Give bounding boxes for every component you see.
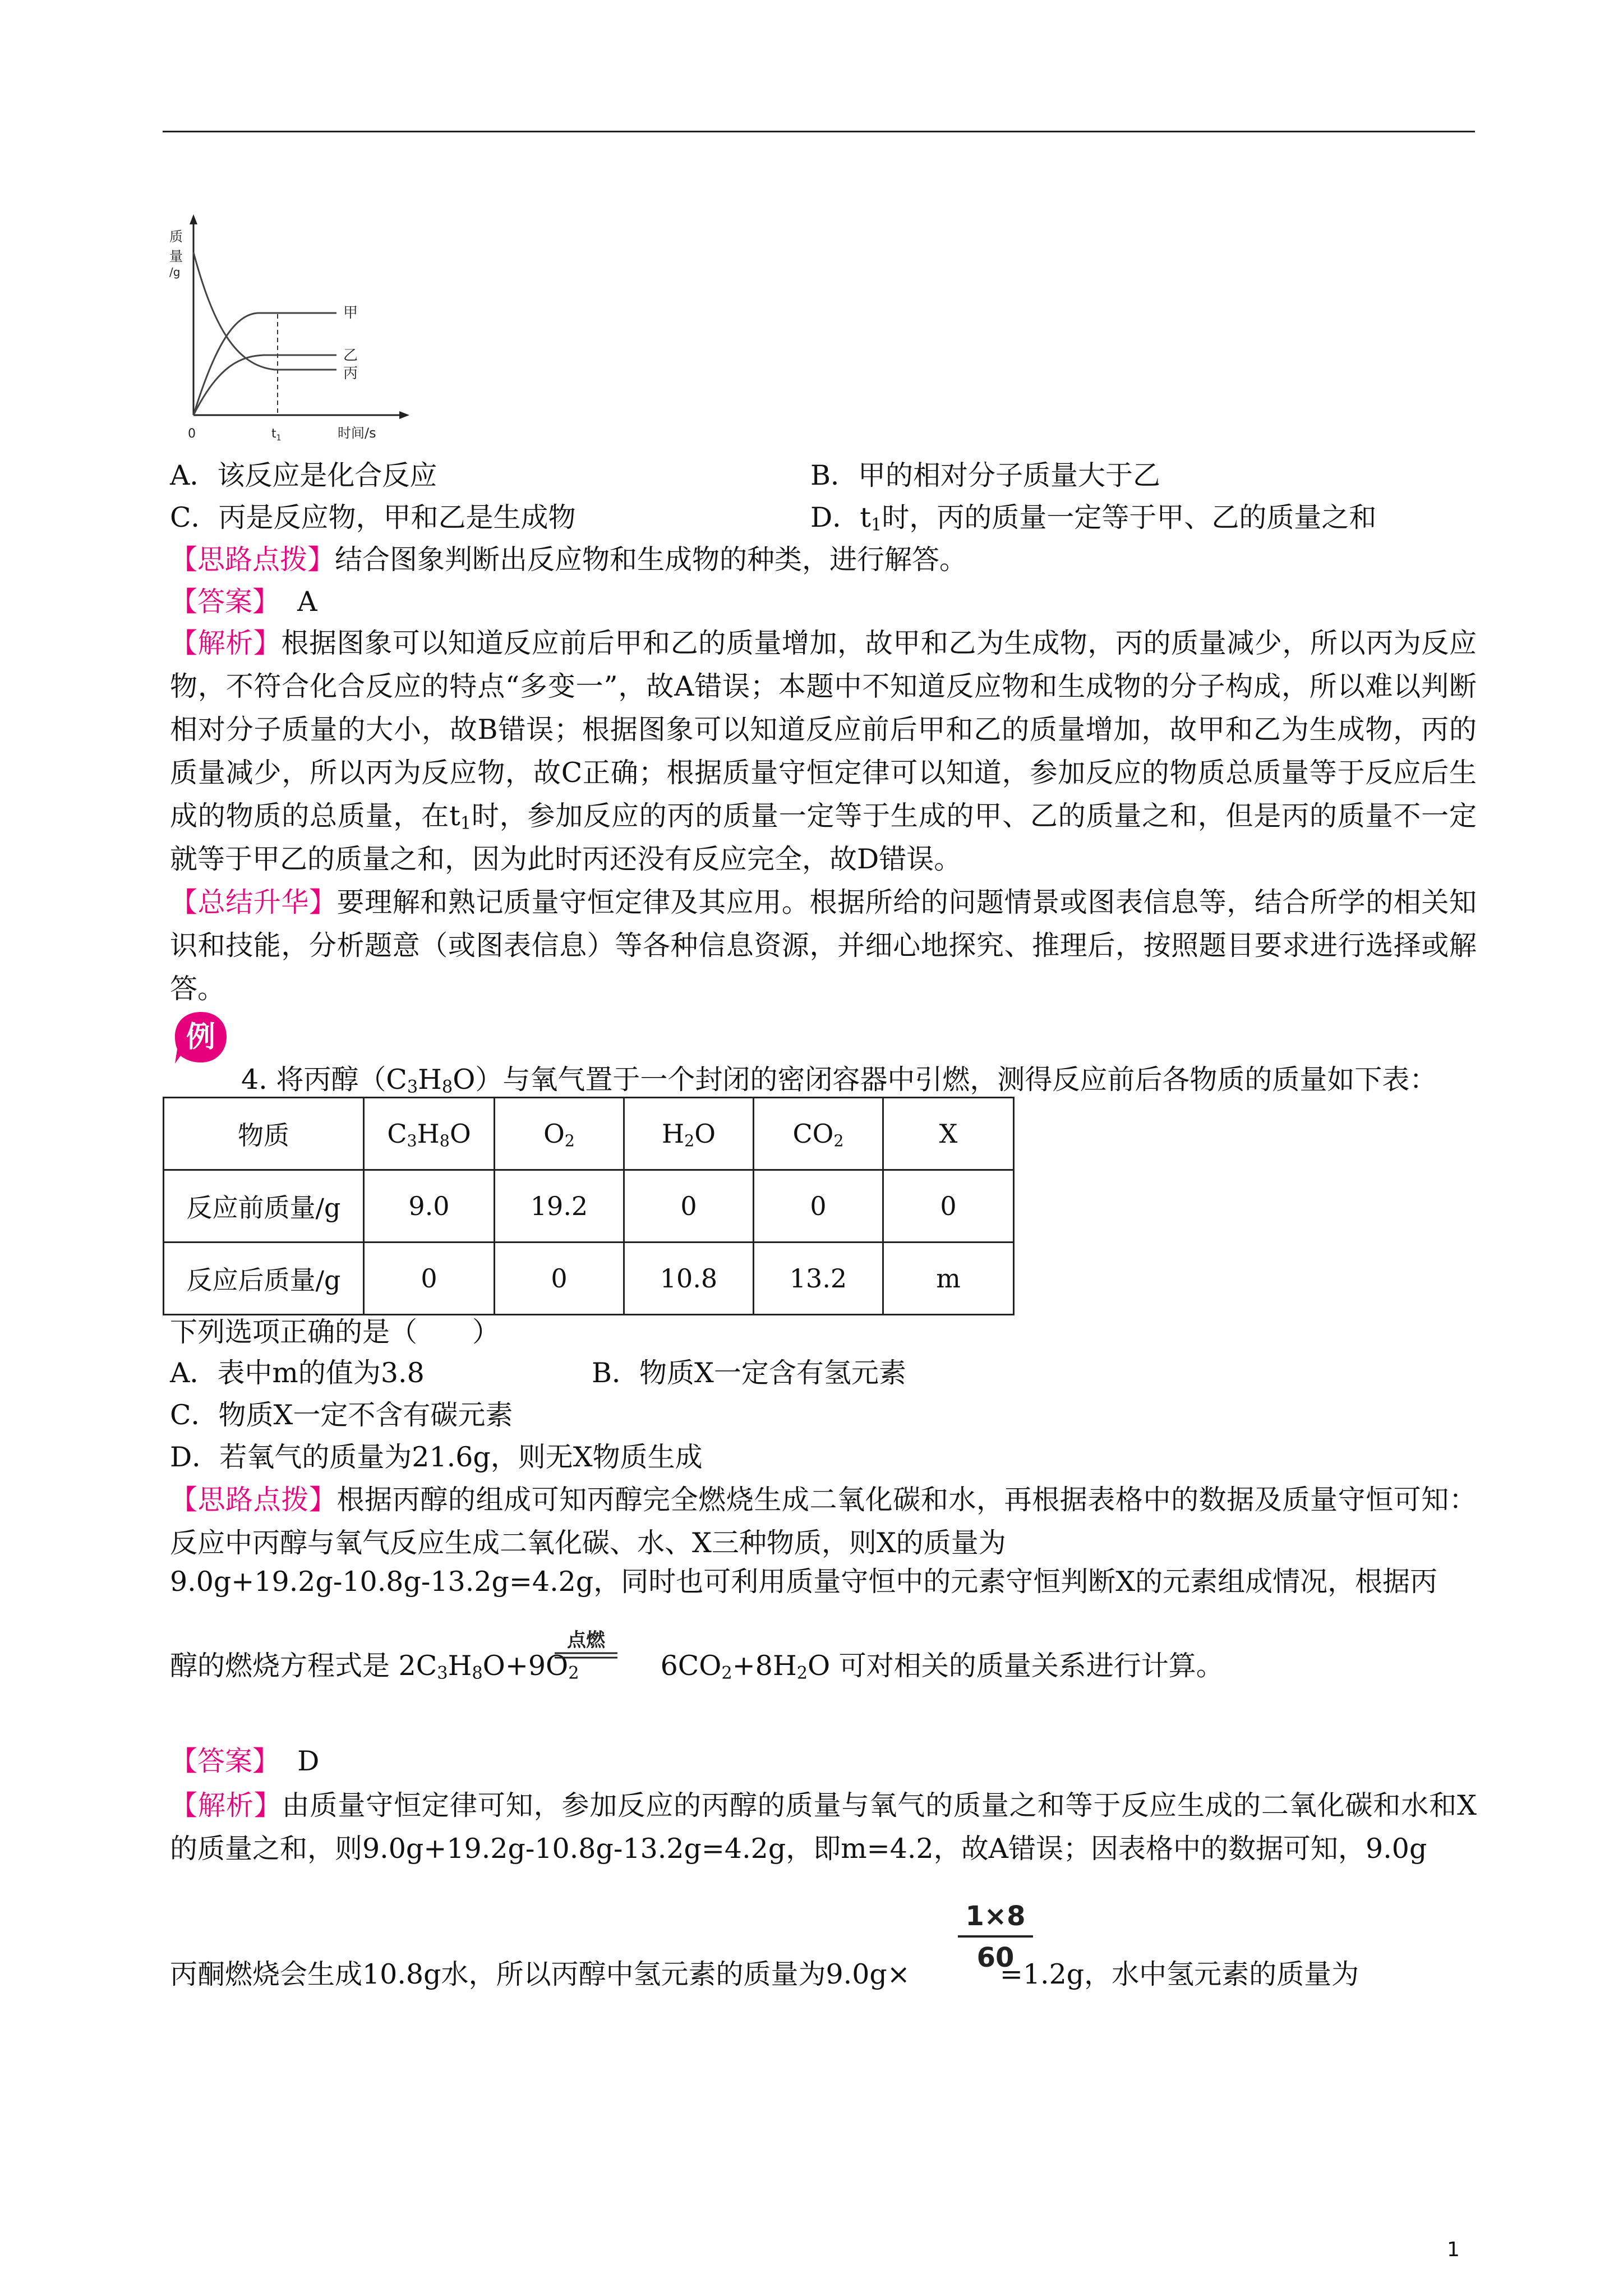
equation-lhs: $2C_3H_8O+9O_2$ bbox=[398, 1650, 579, 1683]
table-header-row bbox=[164, 1098, 1014, 1170]
curve-jia bbox=[193, 313, 336, 415]
ylabel-char-1: 质 bbox=[169, 229, 183, 245]
table-cell: $H_2O$ bbox=[624, 1098, 754, 1170]
q4-option-a: A．表中m的值为3.8 bbox=[170, 1357, 425, 1389]
q3-option-d: D．$t_1$时，丙的质量一定等于甲、乙的质量之和 bbox=[810, 501, 1377, 535]
table-cell: m bbox=[883, 1243, 1014, 1315]
table-cell: $CO_2$ bbox=[754, 1098, 883, 1170]
curve-label-yi: 乙 bbox=[343, 347, 358, 364]
table-cell: 0 bbox=[364, 1243, 495, 1315]
y-axis-arrow bbox=[190, 214, 197, 224]
q4-stem: 4. 将丙醇$(C_3H_8O)$与氧气置于一个封闭的密闭容器中引燃，测得反应前后各物质的质量如下表： bbox=[241, 1064, 1437, 1097]
table-cell: 0 bbox=[883, 1170, 1014, 1243]
mass-time-graph bbox=[163, 213, 426, 449]
q3-option-a: A．该反应是化合反应 bbox=[170, 459, 437, 491]
curve-label-jia: 甲 bbox=[343, 305, 358, 321]
analysis-tag: 【解析】 bbox=[170, 1789, 282, 1821]
table-cell: 10.8 bbox=[624, 1243, 754, 1315]
q3-option-c: C．丙是反应物，甲和乙是生成物 bbox=[170, 501, 576, 533]
t1-label: $t_1$ bbox=[271, 427, 282, 443]
q4-tip-line-2: 9.0g+19.2g-10.8g-13.2g=4.2g，同时也可利用质量守恒中的元素守恒判断X的元素组成情况，根据丙 bbox=[170, 1566, 1438, 1598]
svg-text:60: 60 bbox=[976, 1942, 1015, 1973]
ylabel-char-2: 量 bbox=[169, 249, 183, 264]
equation-rhs: $6CO_2+8H_2O$ bbox=[660, 1650, 831, 1683]
q3-summary: 【总结升华】要理解和熟记质量守恒定律及其应用。根据所给的问题情景或图表信息等，结合所学的相关知识和技能，分析题意（或图表信息）等各种信息资源，并细心地探究、推理后，按照题目要求进行选择或解答。 bbox=[170, 886, 1477, 1005]
q4-equation-line: 醇的燃烧方程式是 $2C_3H_8O+9O_2$ $6CO_2+8H_2O$ 可对相关的质量关系进行计算。 bbox=[170, 1650, 1224, 1683]
q3-option-b: B．甲的相对分子质量大于乙 bbox=[810, 459, 1161, 491]
table-cell: 0 bbox=[495, 1243, 624, 1315]
q3-tip: 【思路点拨】结合图象判断出反应物和生成物的种类，进行解答。 bbox=[170, 544, 967, 576]
mass-table bbox=[163, 1097, 1015, 1315]
q4-option-b: B．物质X一定含有氢元素 bbox=[592, 1357, 906, 1389]
table-row bbox=[164, 1243, 1014, 1315]
answer-tag: 【答案】 bbox=[170, 1745, 280, 1777]
origin-label: 0 bbox=[188, 427, 196, 441]
ylabel-char-3: /g bbox=[169, 265, 181, 279]
q4-option-d: D．若氧气的质量为21.6g，则无X物质生成 bbox=[170, 1441, 703, 1473]
tip-tag: 【思路点拨】 bbox=[170, 544, 335, 576]
table-cell: 反应前质量/g bbox=[164, 1170, 364, 1243]
table-cell: $O_2$ bbox=[495, 1098, 624, 1170]
header-rule bbox=[163, 131, 1475, 132]
q4-prompt: 下列选项正确的是（ ） bbox=[170, 1316, 500, 1348]
example-badge-icon bbox=[173, 1010, 229, 1066]
analysis-tag: 【解析】 bbox=[170, 627, 282, 659]
table-cell: 19.2 bbox=[495, 1170, 624, 1243]
table-row bbox=[164, 1170, 1014, 1243]
q4-answer: 【答案】 D bbox=[170, 1745, 320, 1777]
svg-text:例: 例 bbox=[186, 1020, 216, 1054]
table-cell: $C_3H_8O$ bbox=[364, 1098, 495, 1170]
curve-bing bbox=[193, 252, 336, 370]
tip-tag: 【思路点拨】 bbox=[170, 1484, 337, 1516]
x-axis-label: 时间/s bbox=[338, 425, 376, 441]
q4-analysis: 【解析】由质量守恒定律可知，参加反应的丙醇的质量与氧气的质量之和等于反应生成的二氧化碳和水和X的质量之和，则9.0g+19.2g-10.8g-13.2g=4.2g，即m=4.2，故A错误；因表格中的数据可知，9.0g bbox=[170, 1789, 1477, 1865]
fraction bbox=[953, 1896, 1038, 1986]
table-cell: 13.2 bbox=[754, 1243, 883, 1315]
y-axis-label bbox=[169, 229, 183, 279]
svg-text:点燃: 点燃 bbox=[567, 1630, 605, 1651]
q4-analysis-line-3: 丙酮燃烧会生成10.8g水，所以丙醇中氢元素的质量为9.0g× =1.2g，水中氢元素的质量为 bbox=[170, 1958, 1359, 1990]
svg-text:1×8: 1×8 bbox=[965, 1901, 1026, 1932]
table-cell: 物质 bbox=[164, 1098, 364, 1170]
table-cell: 9.0 bbox=[364, 1170, 495, 1243]
table-cell: 0 bbox=[624, 1170, 754, 1243]
q3-analysis: 【解析】根据图象可以知道反应前后甲和乙的质量增加，故甲和乙为生成物，丙的质量减少，所以丙为反应物，不符合化合反应的特点“多变一”，故A错误；本题中不知道反应物和生成物的分子构成，所以难以判断相对分子质量的大小，故B错误；根据图象可以知道反应前后甲和乙的质量增加，故甲和乙为生成物，丙的质量减少，所以丙为反应物，故C正确；根据质量守恒定律可以知道，参加反应的物质总质量等于反应后生成的物质的总质量，在$t_1$时，参加反应的丙的质量一定等于生成的甲、乙的质量之和，但是丙的质量不一定就等于甲乙的质量之和，因为此时丙还没有反应完全，故D错误。 bbox=[170, 627, 1477, 875]
curve-label-bing: 丙 bbox=[343, 365, 358, 382]
table-cell: 0 bbox=[754, 1170, 883, 1243]
q3-answer: 【答案】 A bbox=[170, 586, 317, 618]
table-cell: 反应后质量/g bbox=[164, 1243, 364, 1315]
x-axis-arrow bbox=[399, 411, 409, 419]
table-cell: X bbox=[883, 1098, 1014, 1170]
q4-tip: 【思路点拨】根据丙醇的组成可知丙醇完全燃烧生成二氧化碳和水，再根据表格中的数据及质量守恒可知：反应中丙醇与氧气反应生成二氧化碳、水、X三种物质，则X的质量为 bbox=[170, 1484, 1477, 1559]
answer-tag: 【答案】 bbox=[170, 586, 280, 618]
curve-yi bbox=[193, 355, 336, 415]
page-number: 1 bbox=[1447, 2238, 1460, 2261]
q4-option-c: C．物质X一定不含有碳元素 bbox=[170, 1399, 513, 1431]
summary-tag: 【总结升华】 bbox=[170, 886, 337, 918]
reaction-condition bbox=[552, 1630, 620, 1664]
